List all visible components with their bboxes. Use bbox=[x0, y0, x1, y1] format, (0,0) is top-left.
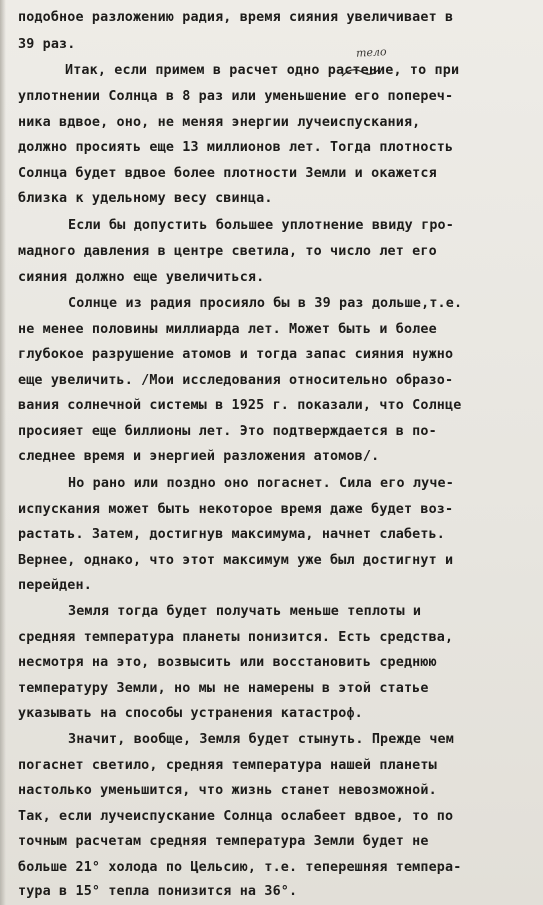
text-line: сияния должно еще увеличиться. bbox=[18, 270, 265, 285]
text-line: растать. Затем, достигнув максимума, начнет слабеть. bbox=[18, 527, 446, 542]
text-line: Итак, если примем в расчет одно растение, то при bbox=[65, 63, 460, 78]
text-line: Значит, вообще, Земля будет стынуть. Прежде чем bbox=[68, 732, 454, 747]
text-line: температуру Земли, но мы не намерены в этой статье bbox=[18, 681, 429, 696]
text-line: средняя температура планеты понизится. Есть средства, bbox=[18, 630, 454, 645]
text-line: перейден. bbox=[18, 578, 92, 593]
text-line: Так, если лучеиспускание Солнца ослабеет вдвое, то по bbox=[18, 809, 454, 824]
text-line: не менее половины миллиарда лет. Может быть и более bbox=[18, 322, 437, 337]
text-line: настолько уменьшится, что жизнь станет невозможной. bbox=[18, 783, 437, 798]
text-line: 39 раз. bbox=[18, 37, 76, 52]
text-line: больше 21° холода по Цельсию, т.е. теперешняя темпера- bbox=[18, 860, 462, 875]
text-line: тура в 15° тепла понизится на 36°. bbox=[18, 884, 298, 899]
text-line: близка к удельному весу свинца. bbox=[18, 191, 273, 206]
text-line: должно просиять еще 13 миллионов лет. Тогда плотность bbox=[18, 140, 454, 155]
text-line: просияет еще биллионы лет. Это подтверждается в по- bbox=[18, 424, 437, 439]
text-line: Солнце из радия просияло бы в 39 раз дольше,т.е. bbox=[68, 296, 463, 311]
text-line: Земля тогда будет получать меньше теплоты и bbox=[68, 604, 422, 619]
text-line: Если бы допустить большее уплотнение ввиду гро- bbox=[68, 218, 454, 233]
text-line: испускания может быть некоторое время даже будет воз- bbox=[18, 502, 454, 517]
text-line: ника вдвое, оно, не меняя энергии лучеиспускания, bbox=[18, 115, 421, 130]
text-line: мадного давления в центре светила, то число лет его bbox=[18, 244, 437, 259]
text-line: глубокое разрушение атомов и тогда запас сияния нужно bbox=[18, 347, 454, 362]
text-line: точным расчетам средняя температура Земли будет не bbox=[18, 834, 429, 849]
text-line: уплотнении Солнца в 8 раз или уменьшение его попереч- bbox=[18, 89, 454, 104]
text-line: подобное разложению радия, время сияния увеличивает в bbox=[18, 10, 454, 25]
text-line: Вернее, однако, что этот максимум уже был достигнут и bbox=[18, 553, 454, 568]
text-line: Солнца будет вдвое более плотности Земли и окажется bbox=[18, 166, 437, 181]
page-edge-shadow bbox=[0, 0, 6, 905]
text-line: вания солнечной системы в 1925 г. показали, что Солнце bbox=[18, 398, 462, 413]
text-line: несмотря на это, возвысить или восстановить среднюю bbox=[18, 655, 437, 670]
text-line: Но рано или поздно оно погаснет. Сила его луче- bbox=[68, 476, 454, 491]
text-line: указывать на способы устранения катастроф. bbox=[18, 706, 363, 721]
text-line: еще увеличить. /Мои исследования относительно образо- bbox=[18, 373, 454, 388]
handwritten-insertion: тело bbox=[355, 45, 387, 60]
text-line: следнее время и энергией разложения атомов/. bbox=[18, 449, 380, 464]
text-line: погаснет светило, средняя температура нашей планеты bbox=[18, 758, 437, 773]
